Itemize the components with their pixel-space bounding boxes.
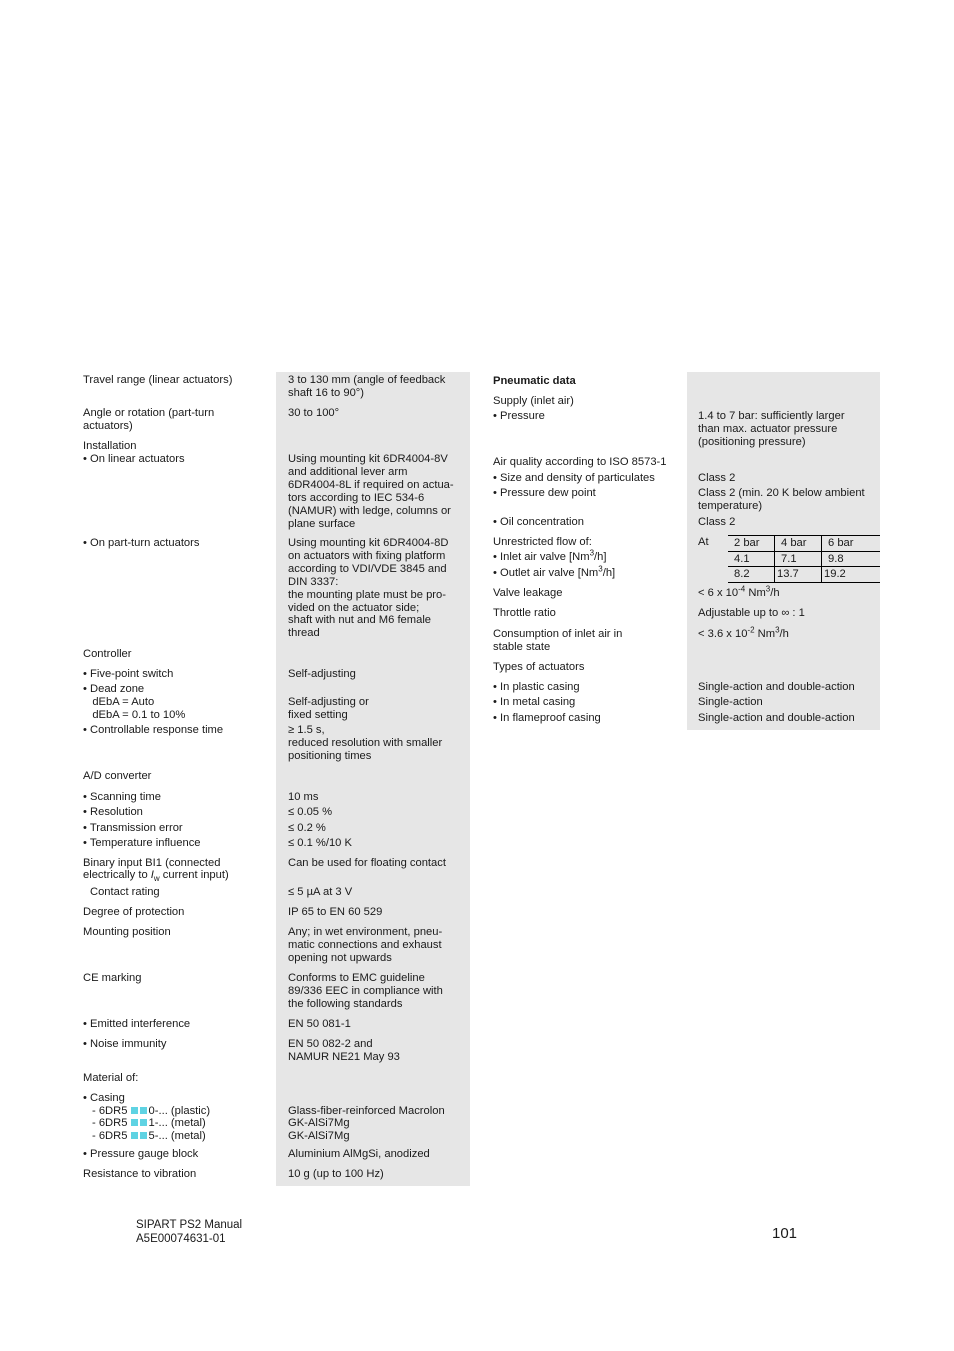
outlet-valve-label: • Outlet air valve [Nm$^3$/h] bbox=[493, 564, 616, 579]
spec-label: Degree of protection bbox=[83, 906, 185, 918]
casing-variant-suffix: 0-... (plastic) bbox=[148, 1105, 211, 1117]
flow-cell: 8.2 bbox=[734, 568, 750, 581]
flow-outlet-row bbox=[728, 567, 880, 583]
pressure-value: 1.4 to 7 bar: sufficiently larger than max. actuator pressure (positioning pressure) bbox=[698, 410, 845, 448]
spec-value: ≤ 0.1 %/10 K bbox=[288, 837, 352, 849]
spec-label: Installation bbox=[83, 440, 137, 452]
flow-label: Unrestricted flow of: bbox=[493, 536, 592, 548]
oil-label: • Oil concentration bbox=[493, 516, 584, 528]
spec-value: Self-adjusting or fixed setting bbox=[288, 695, 369, 721]
casing-variant-suffix: 5-... (metal) bbox=[148, 1130, 206, 1142]
supply-label: Supply (inlet air) bbox=[493, 395, 574, 407]
spec-value: Conforms to EMC guideline 89/336 EEC in compliance with the following standards bbox=[288, 972, 443, 1010]
spec-label: • On part-turn actuators bbox=[83, 537, 200, 549]
actuator-type-label: • In metal casing bbox=[493, 696, 576, 708]
spec-value: ≤ 0.2 % bbox=[288, 822, 326, 834]
placeholder-square-icon bbox=[131, 1107, 138, 1114]
casing-variant-prefix: - 6DR5 bbox=[92, 1117, 128, 1129]
spec-label: • Emitted interference bbox=[83, 1018, 191, 1030]
casing-variant-prefix: - 6DR5 bbox=[92, 1130, 128, 1142]
spec-label: Angle or rotation (part-turn actuators) bbox=[83, 407, 215, 432]
flow-table bbox=[728, 535, 880, 583]
spec-label: Controller bbox=[83, 648, 132, 660]
air-quality-label: Air quality according to ISO 8573-1 bbox=[493, 456, 667, 468]
spec-value: 10 ms bbox=[288, 791, 319, 803]
casing-variant-prefix: - 6DR5 bbox=[92, 1105, 128, 1117]
spec-label: • Pressure gauge block bbox=[83, 1148, 199, 1160]
footer-manual: SIPART PS2 Manual bbox=[136, 1219, 243, 1231]
leakage-value: < 6 x $10^{-4}$ Nm$^3$/h bbox=[698, 584, 780, 599]
spec-label: Contact rating bbox=[90, 886, 160, 898]
spec-label: • On linear actuators bbox=[83, 453, 185, 465]
oil-value: Class 2 bbox=[698, 516, 736, 528]
flow-header-cell: 6 bar bbox=[822, 536, 881, 552]
casing-variant-suffix: 1-... (metal) bbox=[148, 1117, 206, 1129]
flow-cell: 13.7 bbox=[775, 567, 822, 583]
spec-value: Aluminium AlMgSi, anodized bbox=[288, 1148, 430, 1160]
spec-label: Travel range (linear actuators) bbox=[83, 374, 233, 386]
types-label: Types of actuators bbox=[493, 661, 585, 673]
spec-label: • Dead zone dEbA = Auto dEbA = 0.1 to 10% bbox=[83, 683, 186, 721]
consumption-label: Consumption of inlet air in stable state bbox=[493, 628, 623, 653]
flow-header-cell: 2 bar bbox=[734, 537, 760, 550]
spec-label: Material of: bbox=[83, 1072, 139, 1084]
spec-value: Using mounting kit 6DR4004-8V and additional lever arm 6DR4004-8L if required on actua- tors according to IEC 534-6 (NAMUR) with ledge, columns or plane surface bbox=[288, 453, 454, 530]
casing-variant-value: Glass-fiber-reinforced Macrolon bbox=[288, 1105, 445, 1117]
spec-value: Self-adjusting bbox=[288, 668, 356, 680]
spec-label: • Casing bbox=[83, 1092, 125, 1104]
spec-value: 30 to 100° bbox=[288, 407, 340, 419]
spec-value: Using mounting kit 6DR4004-8D on actuators with fixing platform according to VDI/VDE 3845 and DIN 3337: the mounting plate must be pro- vided on the actuator side; shaft with nut and M6 female thread bbox=[288, 537, 449, 640]
placeholder-square-icon bbox=[140, 1119, 147, 1126]
spec-value: EN 50 081-1 bbox=[288, 1018, 351, 1030]
spec-value: Any; in wet environment, pneu- matic connections and exhaust opening not upwards bbox=[288, 926, 443, 964]
casing-variant-value: GK-AlSi7Mg bbox=[288, 1117, 350, 1129]
flow-cell: 7.1 bbox=[775, 551, 822, 567]
spec-value: 10 g (up to 100 Hz) bbox=[288, 1168, 384, 1180]
spec-value: 3 to 130 mm (angle of feedback shaft 16 to 90°) bbox=[288, 374, 446, 399]
flow-inlet-row bbox=[728, 551, 880, 567]
spec-value: IP 65 to EN 60 529 bbox=[288, 906, 383, 918]
spec-label: Mounting position bbox=[83, 926, 171, 938]
particulates-value: Class 2 bbox=[698, 472, 736, 484]
flow-cell: 9.8 bbox=[822, 551, 881, 567]
actuator-type-label: • In flameproof casing bbox=[493, 712, 601, 724]
flow-cell: 19.2 bbox=[822, 567, 881, 583]
flow-at-label: At bbox=[698, 536, 709, 548]
spec-label: • Resolution bbox=[83, 806, 143, 818]
dewpoint-value: Class 2 (min. 20 K below ambient temperature) bbox=[698, 487, 865, 512]
spec-value: ≥ 1.5 s, reduced resolution with smaller positioning times bbox=[288, 724, 443, 762]
consumption-value: < 3.6 x $10^{-2}$ Nm$^3$/h bbox=[698, 625, 789, 640]
spec-label: A/D converter bbox=[83, 770, 152, 782]
spec-label: • Five-point switch bbox=[83, 668, 174, 680]
spec-label: Resistance to vibration bbox=[83, 1168, 197, 1180]
flow-header-cell: 4 bar bbox=[775, 536, 822, 552]
spec-value: ≤ 5 µA at 3 V bbox=[288, 886, 353, 898]
spec-value: ≤ 0.05 % bbox=[288, 806, 333, 818]
actuator-type-value: Single-action and double-action bbox=[698, 681, 855, 693]
casing-variant-label bbox=[92, 1117, 206, 1130]
dewpoint-label: • Pressure dew point bbox=[493, 487, 596, 499]
placeholder-square-icon bbox=[140, 1107, 147, 1114]
flow-cell: 4.1 bbox=[734, 552, 750, 565]
spec-value: EN 50 082-2 and NAMUR NE21 May 93 bbox=[288, 1038, 400, 1063]
actuator-type-value: Single-action bbox=[698, 696, 763, 708]
casing-variant-value: GK-AlSi7Mg bbox=[288, 1130, 350, 1142]
spec-label: • Noise immunity bbox=[83, 1038, 167, 1050]
spec-label: • Transmission error bbox=[83, 822, 183, 834]
throttle-label: Throttle ratio bbox=[493, 607, 556, 619]
spec-label: CE marking bbox=[83, 972, 142, 984]
casing-variant-label bbox=[92, 1105, 210, 1118]
spec-label: Binary input BI1 (connected bbox=[83, 857, 221, 869]
spec-label: • Controllable response time bbox=[83, 724, 224, 736]
particulates-label: • Size and density of particulates bbox=[493, 472, 655, 484]
leakage-label: Valve leakage bbox=[493, 587, 563, 599]
placeholder-square-icon bbox=[131, 1132, 138, 1139]
inlet-valve-label: • Inlet air valve [Nm$^3$/h] bbox=[493, 548, 607, 563]
placeholder-square-icon bbox=[140, 1132, 147, 1139]
page-number: 101 bbox=[772, 1225, 798, 1242]
pressure-label: • Pressure bbox=[493, 410, 545, 422]
binary-input-label-line2: electrically to $I_w$ current input) bbox=[83, 869, 229, 884]
actuator-type-label: • In plastic casing bbox=[493, 681, 580, 693]
pneumatic-heading: Pneumatic data bbox=[493, 375, 576, 387]
casing-variant-label bbox=[92, 1130, 206, 1143]
placeholder-square-icon bbox=[131, 1119, 138, 1126]
throttle-value: Adjustable up to ∞ : 1 bbox=[698, 607, 805, 619]
footer-code: A5E00074631-01 bbox=[136, 1233, 226, 1245]
spec-label: • Scanning time bbox=[83, 791, 161, 803]
actuator-type-value: Single-action and double-action bbox=[698, 712, 855, 724]
spec-label: • Temperature influence bbox=[83, 837, 201, 849]
spec-value: Can be used for floating contact bbox=[288, 857, 446, 869]
flow-table-header-row bbox=[728, 536, 880, 552]
